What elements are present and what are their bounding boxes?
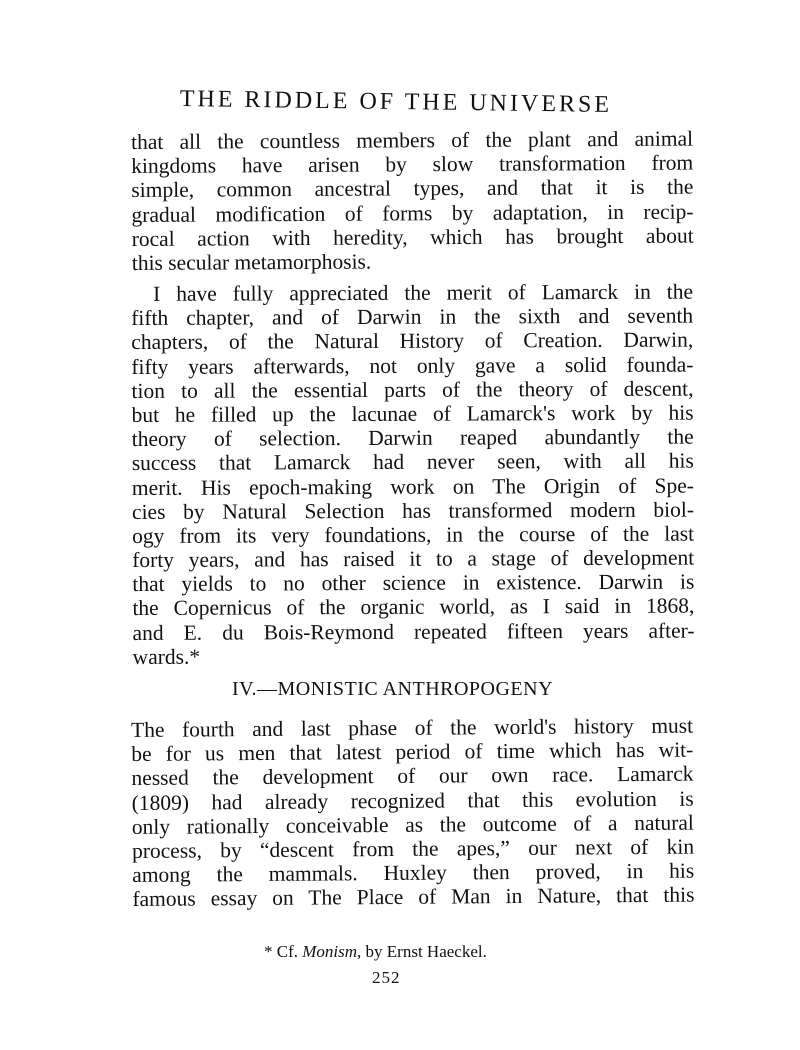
- paragraph-continuation: [131, 127, 694, 276]
- text-line: wards.*: [132, 644, 201, 669]
- footnote-suffix: , by Ernst Haeckel.: [357, 942, 487, 961]
- text-line: that yields to no other science in existence. Darwin is: [132, 569, 695, 597]
- text-line: and E. du Bois-Reymond repeated fifteen years after-: [132, 618, 695, 645]
- page-number: 252: [372, 968, 401, 987]
- footnote: [264, 942, 487, 962]
- text-line: ogy from its very foundations, in the course of the last: [132, 521, 695, 548]
- text-line: forty years, and has raised it to a stage of development: [132, 545, 695, 573]
- text-line: nessed the development of our own race. Lamarck: [131, 761, 694, 791]
- text-line: be for us men that latest period of time which has wit-: [131, 737, 694, 767]
- text-line: simple, common ancestral types, and that it is the: [131, 174, 694, 203]
- footnote-prefix: * Cf.: [264, 942, 303, 961]
- text-line: cies by Natural Selection has transformed modern biol-: [131, 497, 695, 524]
- text-line: chapters, of the Natural History of Creation. Darwin,: [131, 327, 694, 355]
- paragraph-darwin: [131, 280, 695, 669]
- text-line: this secular metamorphosis.: [131, 249, 372, 275]
- running-head: THE RIDDLE OF THE UNIVERSE: [179, 86, 613, 119]
- text-line: famous essay on The Place of Man in Nature, that this: [132, 882, 695, 912]
- text-line: tion to all the essential parts of the theory of descent,: [131, 376, 694, 403]
- text-line: gradual modification of forms by adaptation, in recip-: [131, 199, 694, 227]
- text-line: the Copernicus of the organic world, as I said in 1868,: [132, 593, 695, 621]
- text-line: process, by “descent from the apes,” our next of kin: [131, 834, 695, 863]
- text-line: merit. His epoch-making work on The Origin of Spe-: [131, 473, 694, 500]
- text-line: among the mammals. Huxley then proved, in his: [132, 858, 695, 888]
- text-line: The fourth and last phase of the world's history must: [131, 713, 694, 742]
- text-line: rocal action with heredity, which has brought about: [131, 223, 694, 251]
- section-heading: IV.—MONISTIC ANTHROPOGENY: [232, 678, 554, 700]
- text-line: kingdoms have arisen by slow transformation from: [131, 150, 694, 179]
- text-line: I have fully appreciated the merit of Lamarck in the: [152, 279, 694, 306]
- text-line: only rationally conceivable as the outcome of a natural: [131, 810, 694, 839]
- text-line: fifth chapter, and of Darwin in the sixth and seventh: [131, 303, 694, 331]
- text-line: (1809) had already recognized that this evolution is: [131, 786, 694, 815]
- paragraph-anthropogeny: [131, 714, 695, 912]
- text-line: but he filled up the lacunae of Lamarck's work by his: [131, 400, 694, 427]
- text-line: success that Lamarck had never seen, with all his: [131, 448, 694, 476]
- text-line: that all the countless members of the plant and animal: [131, 126, 694, 154]
- text-line: theory of selection. Darwin reaped abundantly the: [131, 424, 694, 452]
- text-line: fifty years afterwards, not only gave a solid founda-: [131, 352, 694, 379]
- footnote-title: Monism: [302, 942, 358, 961]
